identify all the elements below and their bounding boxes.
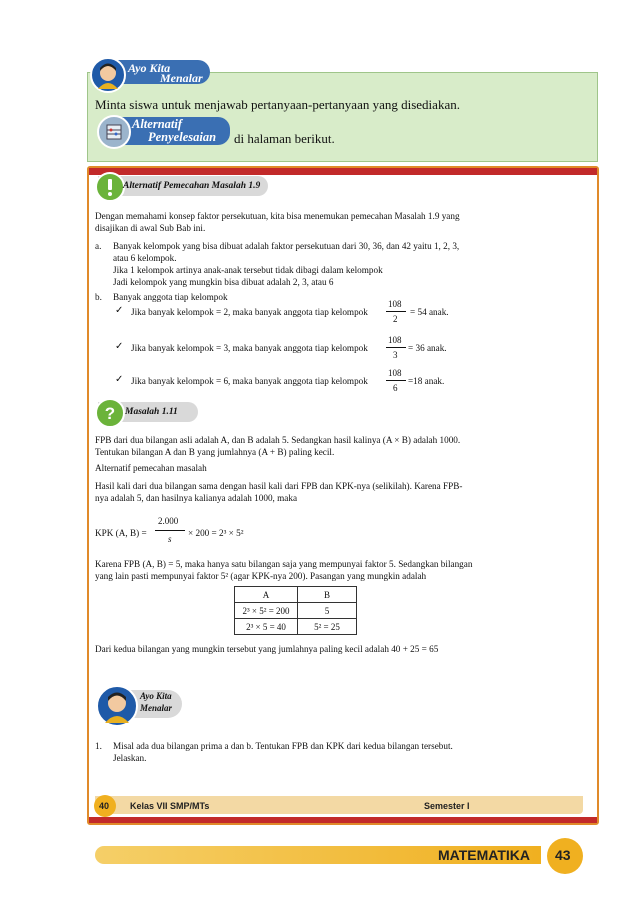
reasoning-line-2: yang lain pasti mempunyai faktor 5² (agar KPK-nya 200). Pasangan yang mungkin adalah	[95, 571, 427, 581]
checkmark-icon: ✓	[115, 305, 124, 316]
pairs-table	[234, 586, 357, 635]
item-a-line-1: Banyak kelompok yang bisa dibuat adalah faktor persekutuan dari 30, 36, dan 42 yaitu 1, 2, 3,	[113, 241, 460, 251]
kpk-numerator: 2.000	[158, 516, 179, 526]
table-cell: 2³ × 5² = 200	[235, 603, 298, 619]
inner-page-number: 40	[99, 801, 110, 811]
item-a-line-2: atau 6 kelompok.	[113, 253, 177, 263]
intro-line-1: Dengan memahami konsep faktor persekutuan, kita bisa menemukan pemecahan Masalah 1.9 yang	[95, 211, 460, 221]
menalar-label: Menalar	[160, 71, 203, 85]
subject-label: MATEMATIKA	[438, 847, 531, 863]
alt-after-text: di halaman berikut.	[234, 131, 335, 146]
table-row	[235, 603, 357, 619]
table-row	[235, 619, 357, 635]
fraction-bar	[386, 380, 406, 381]
item-b-line-1: Banyak anggota tiap kelompok	[113, 292, 228, 302]
explanation-line-1: Hasil kali dari dua bilangan sama dengan hasil kali dari FPB dan KPK-nya (selikilah). Karena FPB-	[95, 481, 463, 491]
question-line-1: Misal ada dua bilangan prima a dan b. Tentukan FPB dan KPK dari kedua bilangan tersebut.	[113, 741, 453, 751]
checkmark-icon: ✓	[115, 341, 124, 352]
section1-title: Alternatif Pemecahan Masalah 1.9	[123, 181, 261, 191]
table-cell: 2³ × 5 = 40	[235, 619, 298, 635]
question-label: 1.	[95, 741, 102, 751]
thinking-person-icon	[96, 685, 138, 727]
ayo-kita-label-2: Ayo Kita	[140, 691, 172, 701]
table-header-cell: B	[298, 587, 357, 603]
fraction-numerator: 108	[388, 368, 402, 378]
checklist-item-text: Jika banyak kelompok = 6, maka banyak anggota tiap kelompok	[131, 376, 368, 386]
problem-line-2: Tentukan bilangan A dan B yang jumlahnya (A + B) paling kecil.	[95, 447, 335, 457]
checklist-item-result: = 36 anak.	[408, 343, 447, 353]
item-b-label: b.	[95, 292, 102, 302]
intro-line-2: disajikan di awal Sub Bab ini.	[95, 223, 206, 233]
fraction-numerator: 108	[388, 335, 402, 345]
reasoning-line-1: Karena FPB (A, B) = 5, maka hanya satu bilangan saja yang mempunyai faktor 5. Sedangkan bilangan	[95, 559, 473, 569]
fraction-denominator: 2	[393, 314, 398, 324]
checklist-item-text: Jika banyak kelompok = 3, maka banyak anggota tiap kelompok	[131, 343, 368, 353]
kpk-left: KPK (A, B) =	[95, 528, 147, 538]
inner-footer-right: Semester I	[424, 801, 470, 811]
checklist-item-result: =18 anak.	[408, 376, 445, 386]
checklist-item-result: = 54 anak.	[410, 307, 449, 317]
fraction-bar	[386, 311, 406, 312]
table-cell: 5	[298, 603, 357, 619]
inner-footer-left: Kelas VII SMP/MTs	[130, 801, 210, 811]
explanation-line-2: nya adalah 5, dan hasilnya kalianya adalah 1000, maka	[95, 493, 298, 503]
svg-text:?: ?	[104, 404, 116, 423]
section2-title: Masalah 1.11	[125, 407, 178, 417]
page-number: 43	[555, 847, 571, 863]
checkmark-icon: ✓	[115, 374, 124, 385]
instruction-text: Minta siswa untuk menjawab pertanyaan-pertanyaan yang disediakan.	[95, 97, 460, 112]
question-mark-icon	[95, 398, 125, 428]
conclusion-text: Dari kedua bilangan yang mungkin tersebut yang jumlahnya paling kecil adalah 40 + 25 = 65	[95, 644, 439, 654]
exclamation-icon	[95, 172, 125, 202]
alternatif-label: Alternatif	[132, 117, 183, 131]
penyelesaian-label: Penyelesaian	[148, 130, 217, 144]
fraction-bar	[386, 347, 406, 348]
table-cell: 5² = 25	[298, 619, 357, 635]
kpk-denominator: s	[168, 534, 172, 544]
thinking-person-icon	[90, 57, 126, 93]
menalar-label-2: Menalar	[140, 703, 173, 713]
item-a-label: a.	[95, 241, 102, 251]
item-a-line-3: Jika 1 kelompok artinya anak-anak tersebut tidak dibagi dalam kelompok	[113, 265, 383, 275]
problem-line-1: FPB dari dua bilangan asli adalah A, dan B adalah 5. Sedangkan hasil kalinya (A × B) adalah 1000.	[95, 435, 461, 445]
fraction-denominator: 3	[393, 350, 398, 360]
question-line-2: Jelaskan.	[113, 753, 147, 763]
fraction-denominator: 6	[393, 383, 398, 393]
kpk-fraction-bar	[155, 530, 185, 531]
table-header-cell: A	[235, 587, 298, 603]
ayo-kita-label: Ayo Kita	[128, 61, 171, 75]
table-header-row	[235, 587, 357, 603]
alt-solution-label: Alternatif pemecahan masalah	[95, 463, 207, 473]
abacus-icon	[97, 115, 131, 149]
fraction-numerator: 108	[388, 299, 402, 309]
kpk-right: × 200 = 2³ × 5²	[188, 528, 244, 538]
checklist-item-text: Jika banyak kelompok = 2, maka banyak anggota tiap kelompok	[131, 307, 368, 317]
item-a-line-4: Jadi kelompok yang mungkin bisa dibuat adalah 2, 3, atau 6	[113, 277, 334, 287]
